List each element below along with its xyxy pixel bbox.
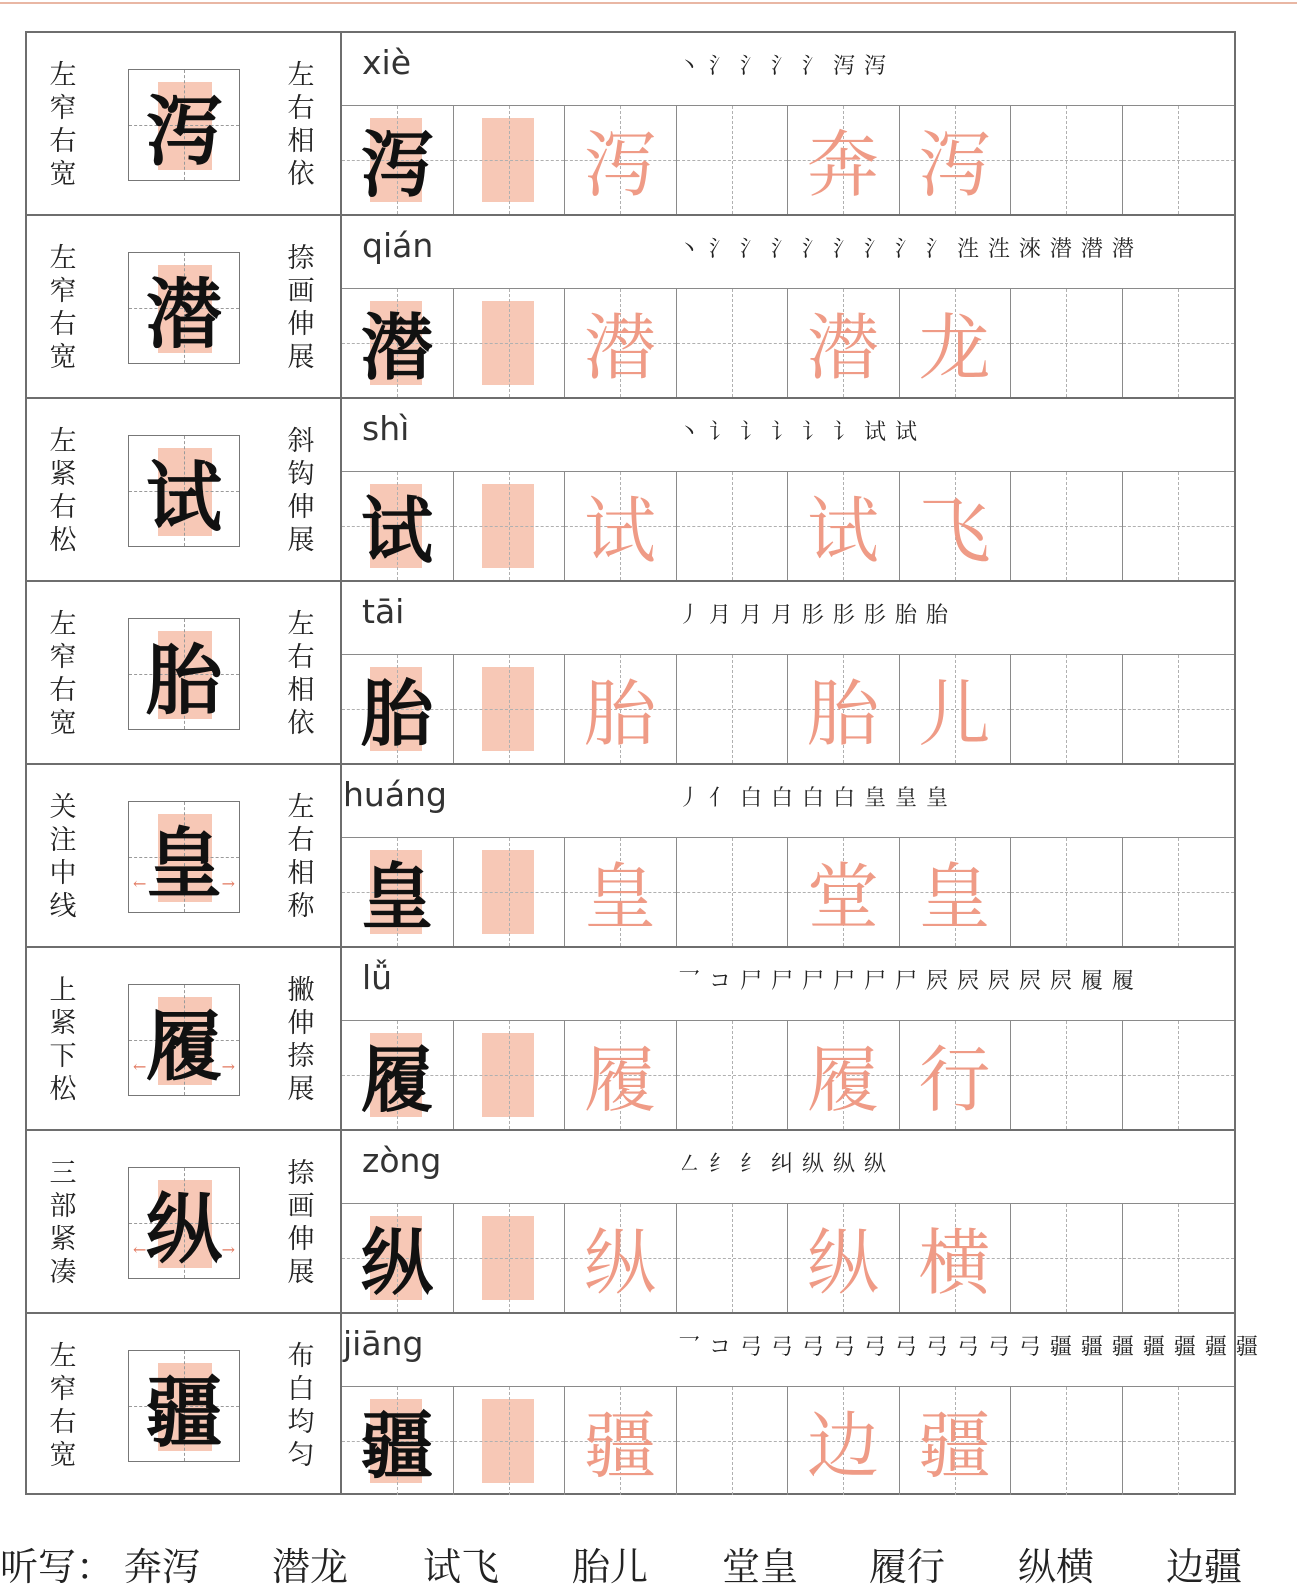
pinyin: tāi [362, 592, 405, 631]
model-character: 皇 [146, 818, 222, 908]
grid-guide [1178, 1021, 1179, 1129]
practice-cell[interactable] [454, 838, 566, 946]
stroke-order: 丶 氵 氵 氵 氵 氵 氵 氵 氵 泩 泩 淶 潜 潜 潜 [678, 237, 1135, 262]
practice-cell[interactable] [677, 106, 789, 214]
practice-area [342, 582, 1234, 763]
grid-guide [732, 838, 733, 946]
practice-cell[interactable] [1011, 1021, 1123, 1129]
writing-tip-char: 伸 [287, 1224, 315, 1255]
structure-guide-char: 窄 [49, 642, 77, 673]
practice-cell[interactable] [1123, 472, 1235, 580]
practice-grid [342, 106, 1234, 214]
structure-guide-char: 宽 [49, 342, 77, 373]
practice-cell[interactable] [677, 838, 789, 946]
grid-guide [1066, 1387, 1067, 1495]
practice-cell[interactable] [1011, 1204, 1123, 1312]
grid-guide [732, 1021, 733, 1129]
grid-guide [509, 655, 510, 763]
model-character: 试 [146, 452, 222, 542]
writing-tip [281, 1340, 321, 1472]
practice-cell[interactable] [677, 655, 789, 763]
structure-guide-char: 紧 [49, 1224, 77, 1255]
practice-cell[interactable] [342, 655, 454, 763]
structure-guide-char: 注 [49, 825, 77, 856]
pinyin: qián [362, 226, 434, 265]
structure-guide-char: 关 [49, 792, 77, 823]
trace-character: 奔 [806, 123, 879, 207]
practice-cell[interactable] [342, 472, 454, 580]
practice-cell[interactable] [900, 472, 1012, 580]
pinyin: lǚ [362, 958, 393, 997]
grid-guide [509, 472, 510, 580]
practice-grid [342, 1387, 1234, 1493]
structure-guide-char: 左 [49, 426, 77, 457]
character-row [27, 31, 1234, 214]
character-row [27, 946, 1234, 1129]
sample-character: 纵 [360, 1220, 433, 1305]
pinyin: jiāng [343, 1324, 424, 1363]
grid-guide [1178, 655, 1179, 763]
practice-cell[interactable] [565, 655, 677, 763]
grid-guide [1066, 655, 1067, 763]
trace-character: 纵 [583, 1221, 656, 1305]
writing-tip-char: 捺 [287, 1158, 315, 1189]
trace-character: 潜 [583, 306, 656, 390]
grid-guide [509, 106, 510, 214]
grid-guide [732, 289, 733, 397]
model-character-box [128, 1167, 240, 1279]
practice-cell[interactable] [342, 838, 454, 946]
trace-character: 儿 [918, 672, 991, 756]
practice-cell[interactable] [677, 1021, 789, 1129]
structure-guide-char: 窄 [49, 93, 77, 124]
practice-cell[interactable] [788, 838, 900, 946]
grid-guide [732, 106, 733, 214]
dictation-word: 潜龙 [272, 1545, 349, 1589]
structure-guide-char: 松 [49, 525, 77, 556]
model-character-box [128, 252, 240, 364]
sample-character: 履 [360, 1037, 433, 1122]
practice-cell[interactable] [1123, 106, 1235, 214]
stroke-order: 丿 月 月 月 肜 肜 肜 胎 胎 [678, 603, 949, 628]
writing-tip-char: 相 [287, 675, 315, 706]
sample-character: 皇 [360, 854, 433, 939]
dictation-word: 奔泻 [124, 1545, 201, 1589]
practice-cell[interactable] [900, 1021, 1012, 1129]
character-row [27, 580, 1234, 763]
practice-cell[interactable] [788, 472, 900, 580]
stroke-order: 丶 讠 讠 讠 讠 讠 试 试 [678, 420, 918, 445]
grid-guide [732, 1204, 733, 1312]
writing-tip-char: 左 [287, 609, 315, 640]
grid-guide [1066, 289, 1067, 397]
pinyin: zòng [362, 1141, 442, 1180]
practice-grid [342, 1204, 1234, 1312]
grid-guide [509, 1204, 510, 1312]
grid-guide [732, 472, 733, 580]
practice-cell[interactable] [1123, 1021, 1235, 1129]
trace-character: 皇 [918, 855, 991, 939]
practice-cell[interactable] [900, 106, 1012, 214]
practice-cell[interactable] [1123, 655, 1235, 763]
practice-cell[interactable] [342, 1204, 454, 1312]
trace-character: 潜 [806, 306, 879, 390]
structure-guide-char: 凑 [49, 1257, 77, 1288]
sample-character: 疆 [360, 1403, 433, 1488]
practice-cell[interactable] [565, 1204, 677, 1312]
stroke-order: 丶 氵 氵 氵 氵 泻 泻 [678, 54, 887, 79]
practice-cell[interactable] [900, 289, 1012, 397]
structure-guide-char: 右 [49, 309, 77, 340]
writing-tip-char: 伸 [287, 492, 315, 523]
dictation-line [0, 1530, 1297, 1593]
writing-tip-char: 展 [287, 1257, 315, 1288]
model-character-box [128, 1350, 240, 1462]
practice-grid [342, 655, 1234, 763]
practice-cell[interactable] [1123, 289, 1235, 397]
model-character: 纵 [146, 1184, 222, 1274]
grid-guide [509, 1021, 510, 1129]
practice-cell[interactable] [1123, 1387, 1235, 1495]
dictation-label: 听写： [0, 1545, 115, 1589]
structure-guide-char: 下 [49, 1041, 77, 1072]
model-character: 潜 [146, 269, 222, 359]
structure-guide-char: 右 [49, 126, 77, 157]
structure-guide [43, 974, 83, 1106]
trace-character: 疆 [583, 1404, 656, 1488]
writing-tip-char: 伸 [287, 1008, 315, 1039]
practice-cell[interactable] [788, 1204, 900, 1312]
practice-area [342, 216, 1234, 397]
pinyin: xiè [362, 43, 412, 82]
structure-guide [43, 1157, 83, 1289]
character-row [27, 763, 1234, 946]
grid-guide [1066, 1204, 1067, 1312]
practice-cell[interactable] [1011, 1387, 1123, 1495]
trace-character: 横 [918, 1221, 991, 1305]
dictation-word: 边疆 [1166, 1545, 1243, 1589]
practice-cell[interactable] [1011, 655, 1123, 763]
structure-guide-char: 松 [49, 1074, 77, 1105]
grid-guide [509, 289, 510, 397]
structure-guide [43, 608, 83, 740]
trace-character: 疆 [918, 1404, 991, 1488]
writing-tip-char: 左 [287, 792, 315, 823]
writing-tip-char: 画 [287, 1191, 315, 1222]
practice-cell[interactable] [342, 106, 454, 214]
structure-guide-char: 部 [49, 1191, 77, 1222]
practice-area [342, 948, 1234, 1129]
writing-tip [281, 59, 321, 191]
top-border-line [0, 2, 1297, 4]
character-row [27, 1129, 1234, 1312]
trace-character: 试 [806, 489, 879, 573]
practice-cell[interactable] [454, 1387, 566, 1495]
dictation-word: 胎儿 [572, 1545, 649, 1589]
practice-cell[interactable] [454, 472, 566, 580]
writing-tip-char: 依 [287, 708, 315, 739]
grid-guide [1066, 106, 1067, 214]
practice-grid [342, 289, 1234, 397]
trace-character: 胎 [583, 672, 656, 756]
model-character-box [128, 984, 240, 1096]
grid-guide [509, 1387, 510, 1495]
writing-tip-char: 白 [287, 1374, 315, 1405]
grid-guide [732, 1387, 733, 1495]
model-character: 泻 [146, 86, 222, 176]
pinyin: shì [362, 409, 410, 448]
dictation-word: 纵横 [1018, 1545, 1095, 1589]
practice-cell[interactable] [1011, 289, 1123, 397]
practice-area [342, 399, 1234, 580]
writing-tip-char: 伸 [287, 309, 315, 340]
grid-guide [509, 838, 510, 946]
writing-tip-char: 展 [287, 525, 315, 556]
practice-cell[interactable] [454, 1204, 566, 1312]
practice-cell[interactable] [1123, 1204, 1235, 1312]
pinyin: huáng [343, 775, 447, 814]
practice-cell[interactable] [677, 1204, 789, 1312]
trace-character: 履 [806, 1038, 879, 1122]
character-row [27, 397, 1234, 580]
practice-cell[interactable] [900, 1204, 1012, 1312]
grid-guide [1178, 838, 1179, 946]
trace-character: 胎 [806, 672, 879, 756]
structure-guide-char: 宽 [49, 708, 77, 739]
structure-guide-char: 紧 [49, 459, 77, 490]
practice-cell[interactable] [565, 1021, 677, 1129]
grid-guide [1178, 472, 1179, 580]
arrow-right-icon: → [221, 1240, 235, 1259]
writing-tip-char: 左 [287, 60, 315, 91]
grid-guide [1066, 1021, 1067, 1129]
writing-tip-char: 相 [287, 126, 315, 157]
trace-character: 飞 [918, 489, 991, 573]
writing-tip-char: 称 [287, 891, 315, 922]
structure-guide-char: 线 [49, 891, 77, 922]
dictation-word: 堂皇 [722, 1545, 799, 1589]
trace-character: 试 [583, 489, 656, 573]
writing-tip-char: 布 [287, 1341, 315, 1372]
practice-cell[interactable] [342, 1387, 454, 1495]
writing-tip [281, 1157, 321, 1289]
structure-guide [43, 425, 83, 557]
practice-cell[interactable] [677, 1387, 789, 1495]
character-row [27, 214, 1234, 397]
structure-guide [43, 1340, 83, 1472]
practice-cell[interactable] [454, 289, 566, 397]
practice-cell[interactable] [900, 1387, 1012, 1495]
model-character: 胎 [146, 635, 222, 725]
stroke-order: ㇜ 纟 纟 纠 纵 纵 纵 [678, 1152, 887, 1177]
practice-cell[interactable] [788, 106, 900, 214]
trace-character: 行 [918, 1038, 991, 1122]
structure-guide [43, 791, 83, 923]
writing-tip-char: 右 [287, 642, 315, 673]
trace-character: 龙 [918, 306, 991, 390]
practice-cell[interactable] [565, 838, 677, 946]
practice-area [342, 33, 1234, 214]
trace-character: 履 [583, 1038, 656, 1122]
practice-cell[interactable] [454, 655, 566, 763]
grid-guide [1066, 472, 1067, 580]
writing-tip-char: 右 [287, 93, 315, 124]
arrow-right-icon: → [221, 1057, 235, 1076]
practice-area [342, 1314, 1259, 1493]
model-character: 疆 [146, 1367, 222, 1457]
structure-guide-char: 左 [49, 60, 77, 91]
dictation-word: 试飞 [423, 1545, 500, 1589]
practice-cell[interactable] [900, 838, 1012, 946]
trace-character: 边 [806, 1404, 879, 1488]
writing-tip-char: 右 [287, 825, 315, 856]
sample-character: 胎 [360, 671, 433, 756]
practice-cell[interactable] [1123, 838, 1235, 946]
structure-guide-char: 窄 [49, 1374, 77, 1405]
model-character-box [128, 69, 240, 181]
sample-character: 试 [360, 488, 433, 573]
writing-tip-char: 画 [287, 276, 315, 307]
structure-guide-char: 三 [49, 1158, 77, 1189]
writing-tip [281, 608, 321, 740]
structure-guide-char: 右 [49, 675, 77, 706]
dictation-word: 履行 [869, 1545, 946, 1589]
writing-tip-char: 斜 [287, 426, 315, 457]
grid-guide [1178, 1204, 1179, 1312]
structure-guide-char: 左 [49, 609, 77, 640]
trace-character: 泻 [918, 123, 991, 207]
practice-area [342, 765, 1234, 946]
practice-cell[interactable] [454, 1021, 566, 1129]
model-character-box [128, 618, 240, 730]
practice-cell[interactable] [454, 106, 566, 214]
structure-guide-char: 左 [49, 243, 77, 274]
trace-character: 皇 [583, 855, 656, 939]
writing-tip-char: 捺 [287, 243, 315, 274]
grid-guide [1178, 1387, 1179, 1495]
practice-grid [342, 472, 1234, 580]
practice-cell[interactable] [565, 289, 677, 397]
structure-guide-char: 窄 [49, 276, 77, 307]
stroke-order: 乛 コ 弓 弓 弓 弓 弓 弓 弓 弓 弓 弓 疆 疆 疆 疆 疆 疆 疆 [678, 1335, 1259, 1360]
model-character: 履 [146, 1001, 222, 1091]
writing-tip [281, 425, 321, 557]
practice-cell[interactable] [1011, 106, 1123, 214]
practice-cell[interactable] [788, 1021, 900, 1129]
practice-sheet [25, 31, 1259, 1495]
practice-cell[interactable] [677, 289, 789, 397]
practice-cell[interactable] [565, 1387, 677, 1495]
structure-guide-char: 宽 [49, 159, 77, 190]
practice-cell[interactable] [342, 1021, 454, 1129]
practice-cell[interactable] [900, 655, 1012, 763]
structure-guide [43, 59, 83, 191]
structure-guide-char: 右 [49, 1407, 77, 1438]
structure-guide-char: 左 [49, 1341, 77, 1372]
arrow-left-icon: ← [133, 874, 147, 893]
trace-character: 纵 [806, 1221, 879, 1305]
trace-character: 泻 [583, 123, 656, 207]
writing-tip [281, 974, 321, 1106]
writing-tip-char: 匀 [287, 1440, 315, 1471]
writing-tip [281, 242, 321, 374]
structure-guide-char: 右 [49, 492, 77, 523]
model-character-box [128, 435, 240, 547]
writing-tip-char: 均 [287, 1407, 315, 1438]
practice-cell[interactable] [677, 472, 789, 580]
stroke-order: 乛 コ 尸 尸 尸 尸 尸 尸 屄 屄 屄 屄 屄 履 履 [678, 969, 1135, 994]
writing-tip-char: 展 [287, 1074, 315, 1105]
stroke-order: 丿 亻 白 白 白 白 皇 皇 皇 [678, 786, 949, 811]
grid-guide [1178, 106, 1179, 214]
arrow-left-icon: ← [133, 1057, 147, 1076]
structure-guide [43, 242, 83, 374]
trace-character: 堂 [806, 855, 879, 939]
arrow-left-icon: ← [133, 1240, 147, 1259]
grid-guide [1066, 838, 1067, 946]
writing-tip-char: 依 [287, 159, 315, 190]
arrow-right-icon: → [221, 874, 235, 893]
writing-tip-char: 捺 [287, 1041, 315, 1072]
structure-guide-char: 上 [49, 975, 77, 1006]
sample-character: 泻 [360, 122, 433, 207]
structure-guide-char: 中 [49, 858, 77, 889]
practice-cell[interactable] [342, 289, 454, 397]
practice-cell[interactable] [788, 289, 900, 397]
structure-guide-char: 紧 [49, 1008, 77, 1039]
model-character-box [128, 801, 240, 913]
writing-tip-char: 展 [287, 342, 315, 373]
character-row [27, 1312, 1259, 1495]
practice-cell[interactable] [1011, 472, 1123, 580]
writing-tip-char: 撇 [287, 975, 315, 1006]
practice-grid [342, 838, 1234, 946]
grid-guide [1178, 289, 1179, 397]
structure-guide-char: 宽 [49, 1440, 77, 1471]
practice-grid [342, 1021, 1234, 1129]
practice-cell[interactable] [1011, 838, 1123, 946]
practice-cell[interactable] [565, 106, 677, 214]
practice-cell[interactable] [788, 655, 900, 763]
writing-tip-char: 相 [287, 858, 315, 889]
grid-guide [732, 655, 733, 763]
practice-area [342, 1131, 1234, 1312]
practice-cell[interactable] [565, 472, 677, 580]
practice-cell[interactable] [788, 1387, 900, 1495]
writing-tip-char: 钩 [287, 459, 315, 490]
sample-character: 潜 [360, 305, 433, 390]
writing-tip [281, 791, 321, 923]
